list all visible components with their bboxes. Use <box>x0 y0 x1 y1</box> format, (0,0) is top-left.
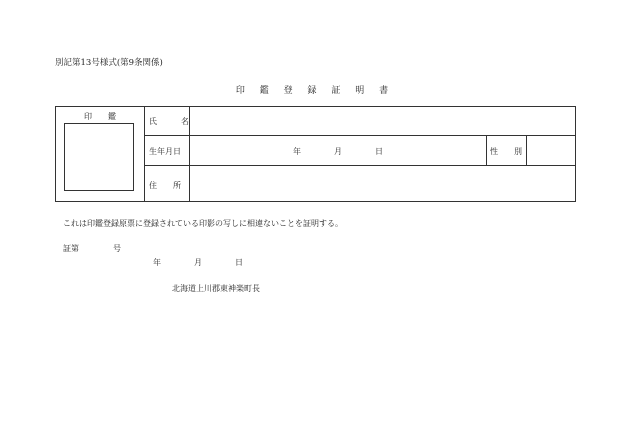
certificate-number <box>63 243 121 254</box>
birthdate-day: 日 <box>375 147 383 156</box>
form-reference: 別記第13号様式(第9条関係) <box>55 58 163 68</box>
table-divider <box>486 135 487 165</box>
table-divider <box>144 165 575 166</box>
certification-statement: これは印鑑登録原票に登録されている印影の写しに相違ないことを証明する。 <box>63 219 343 228</box>
birthdate-label: 生年月日 <box>149 147 181 156</box>
issue-date-day: 日 <box>235 258 243 267</box>
sex-label: 性 別 <box>490 147 522 156</box>
birthdate-year: 年 <box>293 147 301 156</box>
issue-date <box>153 257 243 268</box>
document-title: 印 鑑 登 録 証 明 書 <box>235 86 395 96</box>
issue-date-month: 月 <box>194 258 202 267</box>
seal-label: 印 鑑 <box>84 112 116 121</box>
issuer-name: 北海道上川郡東神楽町長 <box>172 284 260 293</box>
table-divider <box>526 135 527 165</box>
certificate-number-prefix: 証第 <box>63 244 79 253</box>
address-label: 住 所 <box>149 181 181 190</box>
name-label: 氏 名 <box>149 117 189 126</box>
issue-date-year: 年 <box>153 258 161 267</box>
table-divider <box>189 107 190 201</box>
seal-impression-box <box>64 123 134 191</box>
table-divider <box>144 107 145 201</box>
birthdate-month: 月 <box>334 147 342 156</box>
table-divider <box>144 135 575 136</box>
certificate-number-suffix: 号 <box>113 244 121 253</box>
certificate-table <box>55 106 576 202</box>
